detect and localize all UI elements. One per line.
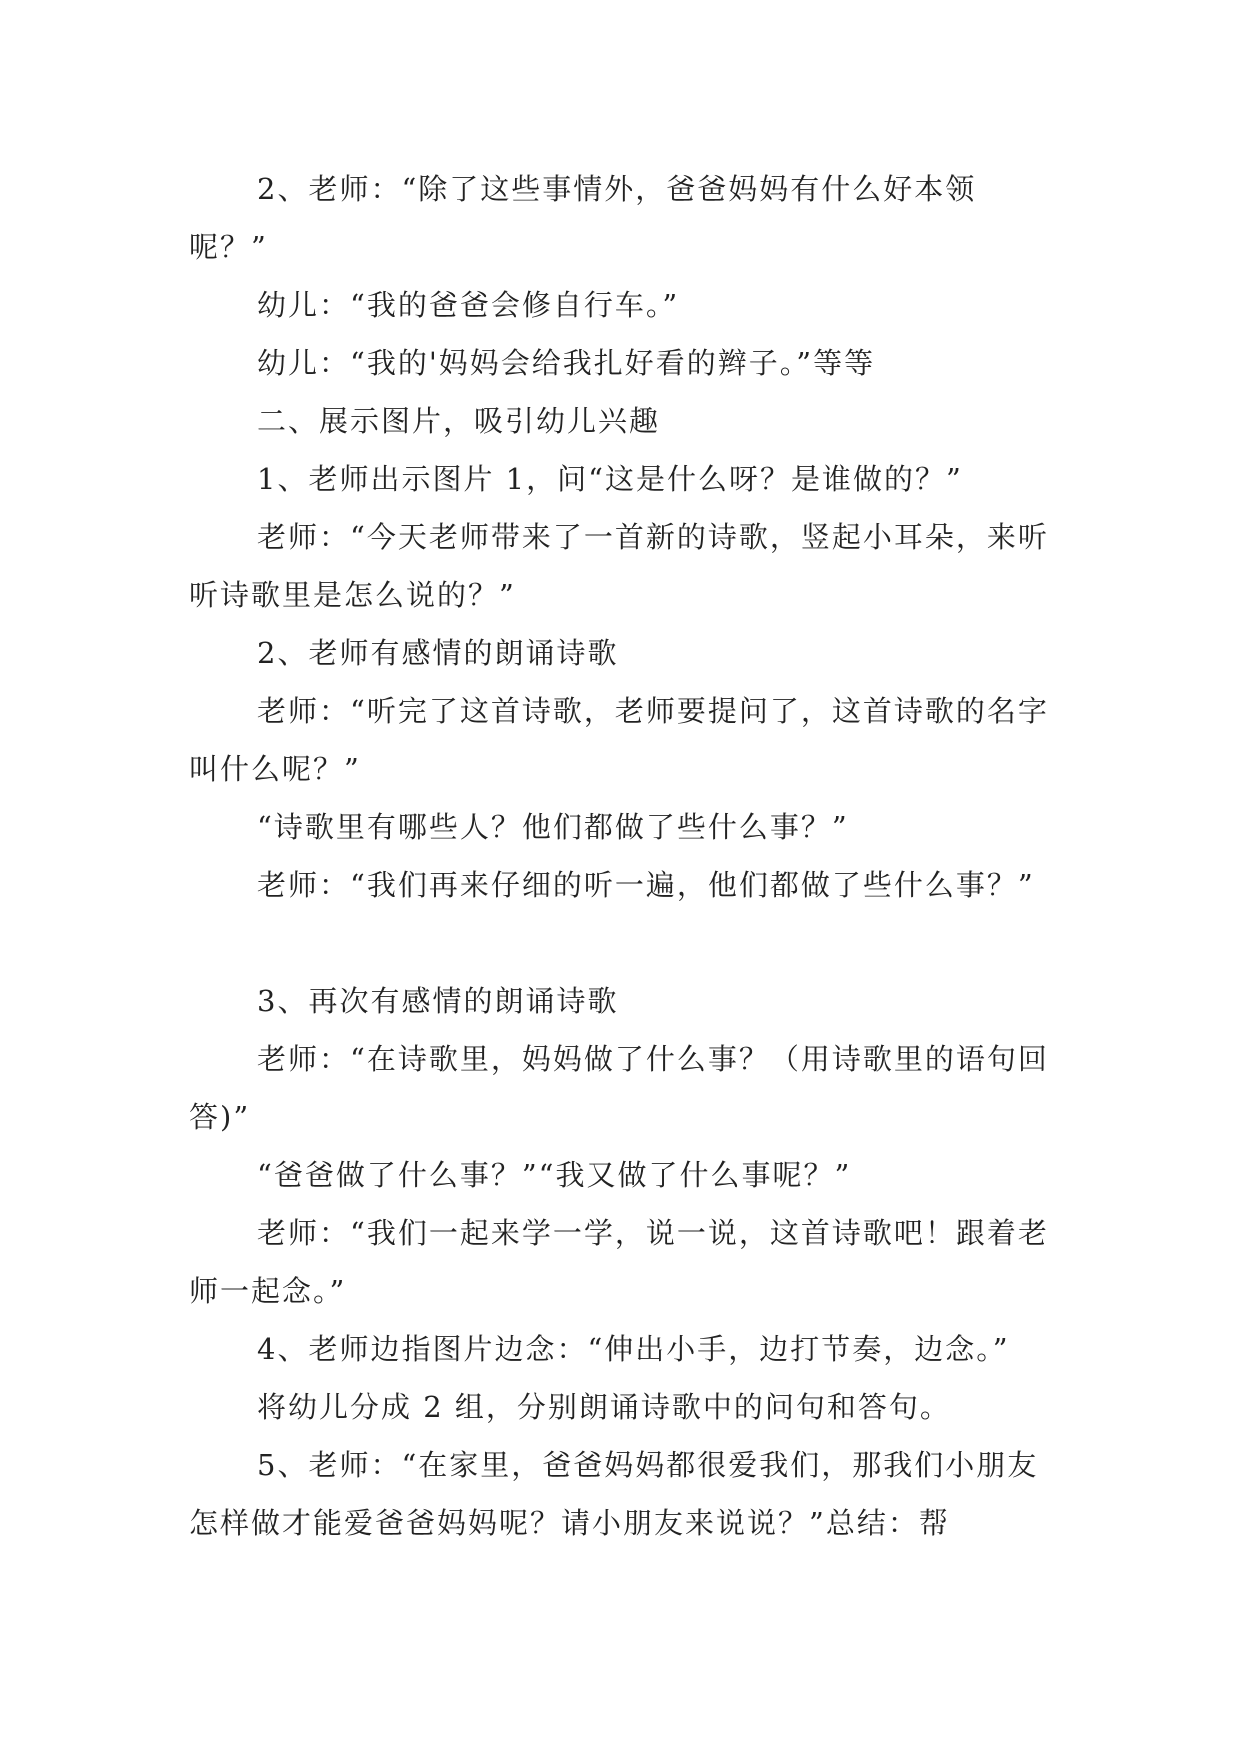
paragraph-5: 1、老师出示图片 1，问“这是什么呀？是谁做的？”: [257, 462, 963, 496]
paragraph-13: “爸爸做了什么事？”“我又做了什么事呢？”: [257, 1158, 852, 1192]
paragraph-9: “诗歌里有哪些人？他们都做了些什么事？”: [257, 810, 849, 844]
paragraph-4: 二、展示图片，吸引幼儿兴趣: [257, 404, 661, 438]
paragraph-10: 老师：“我们再来仔细的听一遍，他们都做了些什么事？”: [257, 868, 1035, 902]
paragraph-11: 3、再次有感情的朗诵诗歌: [257, 984, 619, 1018]
paragraph-7: 2、老师有感情的朗诵诗歌: [257, 636, 619, 670]
paragraph-14: 老师：“我们一起来学一学，说一说，这首诗歌吧！跟着老师一起念。”: [189, 1216, 1049, 1308]
paragraph-1: 2、老师：“除了这些事情外，爸爸妈妈有什么好本领呢？”: [189, 172, 977, 264]
paragraph-15: 4、老师边指图片边念：“伸出小手，边打节奏，边念。”: [257, 1332, 1010, 1366]
paragraph-3: 幼儿：“我的'妈妈会给我扎好看的辫子。”等等: [257, 346, 876, 380]
paragraph-6: 老师：“今天老师带来了一首新的诗歌，竖起小耳朵，来听听诗歌里是怎么说的？”: [189, 520, 1049, 612]
paragraph-8: 老师：“听完了这首诗歌，老师要提问了，这首诗歌的名字叫什么呢？”: [189, 694, 1049, 786]
paragraph-17: 5、老师：“在家里，爸爸妈妈都很爱我们，那我们小朋友怎样做才能爱爸爸妈妈呢？请小朋友来说说？”总结：帮: [189, 1448, 1039, 1540]
paragraph-16: 将幼儿分成 2 组，分别朗诵诗歌中的问句和答句。: [257, 1390, 951, 1424]
paragraph-12: 老师：“在诗歌里，妈妈做了什么事？（用诗歌里的语句回答)”: [189, 1042, 1049, 1134]
paragraph-2: 幼儿：“我的爸爸会修自行车。”: [257, 288, 680, 322]
